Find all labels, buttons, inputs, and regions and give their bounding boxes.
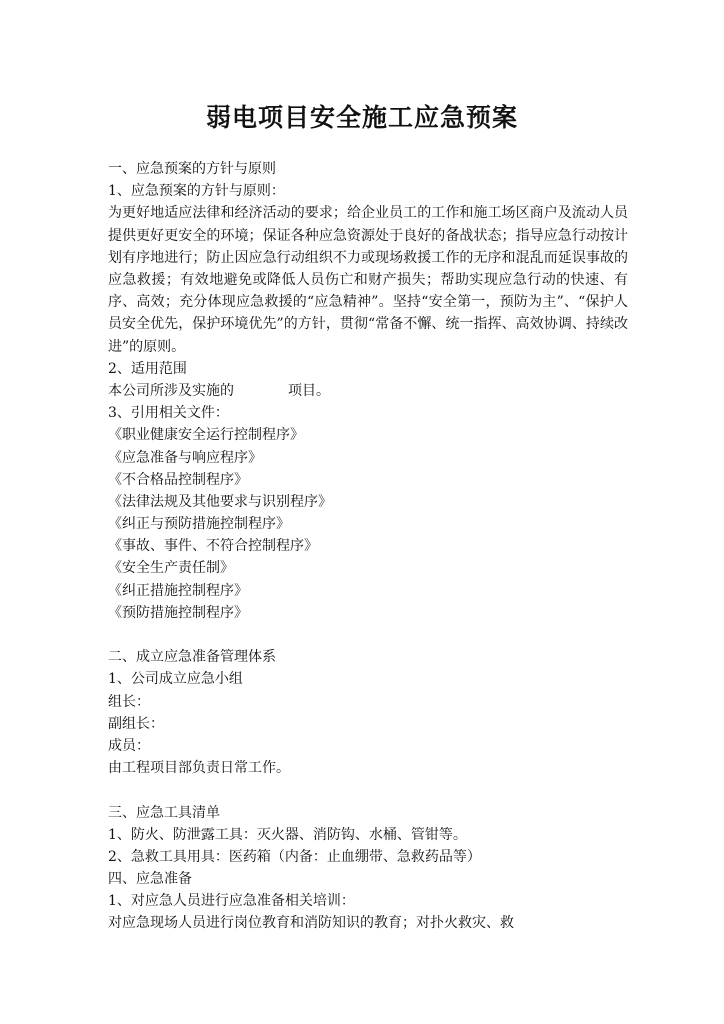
reference-doc: 《安全生产责任制》 (108, 560, 234, 577)
reference-doc: 《预防措施控制程序》 (108, 604, 248, 621)
section-heading-1: 一、应急预案的方针与原则 (108, 161, 276, 177)
section-heading-3: 三、应急工具清单 (108, 804, 220, 821)
tool-list-item: 2、急救工具用具：医药箱（内备：止血绷带、急救药品等） (108, 848, 481, 865)
spacer (108, 624, 628, 646)
reference-doc: 《不合格品控制程序》 (108, 471, 248, 488)
reference-doc: 《应急准备与响应程序》 (108, 449, 262, 466)
tool-list-item: 1、防火、防泄露工具：灭火器、消防钩、水桶、管钳等。 (108, 826, 467, 843)
team-vice-leader-label: 副组长： (108, 715, 164, 732)
team-leader-label: 组长： (108, 693, 150, 710)
reference-doc: 《纠正措施控制程序》 (108, 582, 248, 599)
reference-doc: 《纠正与预防措施控制程序》 (108, 516, 290, 533)
reference-doc: 《法律法规及其他要求与识别程序》 (108, 493, 332, 510)
scope-text-start: 本公司所涉及实施的 (108, 382, 234, 399)
training-text: 对应急现场人员进行岗位教育和消防知识的教育；对扑火救灾、救 (108, 915, 514, 932)
subheading-training: 1、对应急人员进行应急准备相关培训： (108, 893, 355, 910)
subheading-team: 1、公司成立应急小组 (108, 671, 243, 688)
section-heading-2: 二、成立应急准备管理体系 (108, 649, 276, 666)
subheading-references: 3、引用相关文件： (108, 405, 229, 422)
section-heading-4: 四、应急准备 (108, 871, 192, 888)
subheading-scope: 2、适用范围 (108, 360, 187, 377)
team-members-label: 成员： (108, 737, 150, 754)
team-note: 由工程项目部负责日常工作。 (108, 760, 290, 777)
subheading-policy: 1、应急预案的方针与原则： (108, 183, 285, 200)
policy-paragraph: 为更好地适应法律和经济活动的要求；给企业员工的工作和施工场区商户及流动人员提供更好更安全的环境；保证各种应急资源处于良好的备战状态；指导应急行动按计划有序地进行；防止因应急行动组织不力或现场救援工作的无序和混乱而延误事故的应急救援；有效地避免或降低人员伤亡和财产损失；帮助实现应急行动的快速、有序、高效；充分体现应急救援的“应急精神”。坚持“安全第一，预防为主”、“保护人员安全优先，保护环境优先”的方针，贯彻“常备不懈、统一指挥、高效协调、持续改进”的原则。 (108, 205, 628, 355)
spacer (108, 779, 628, 801)
scope-text-end: 项目。 (288, 382, 330, 399)
scope-text (108, 380, 628, 402)
document-title: 弱电项目安全施工应急预案 (205, 103, 518, 132)
reference-doc: 《职业健康安全运行控制程序》 (108, 427, 304, 444)
reference-doc: 《事故、事件、不符合控制程序》 (108, 538, 318, 555)
document-body (108, 158, 628, 935)
